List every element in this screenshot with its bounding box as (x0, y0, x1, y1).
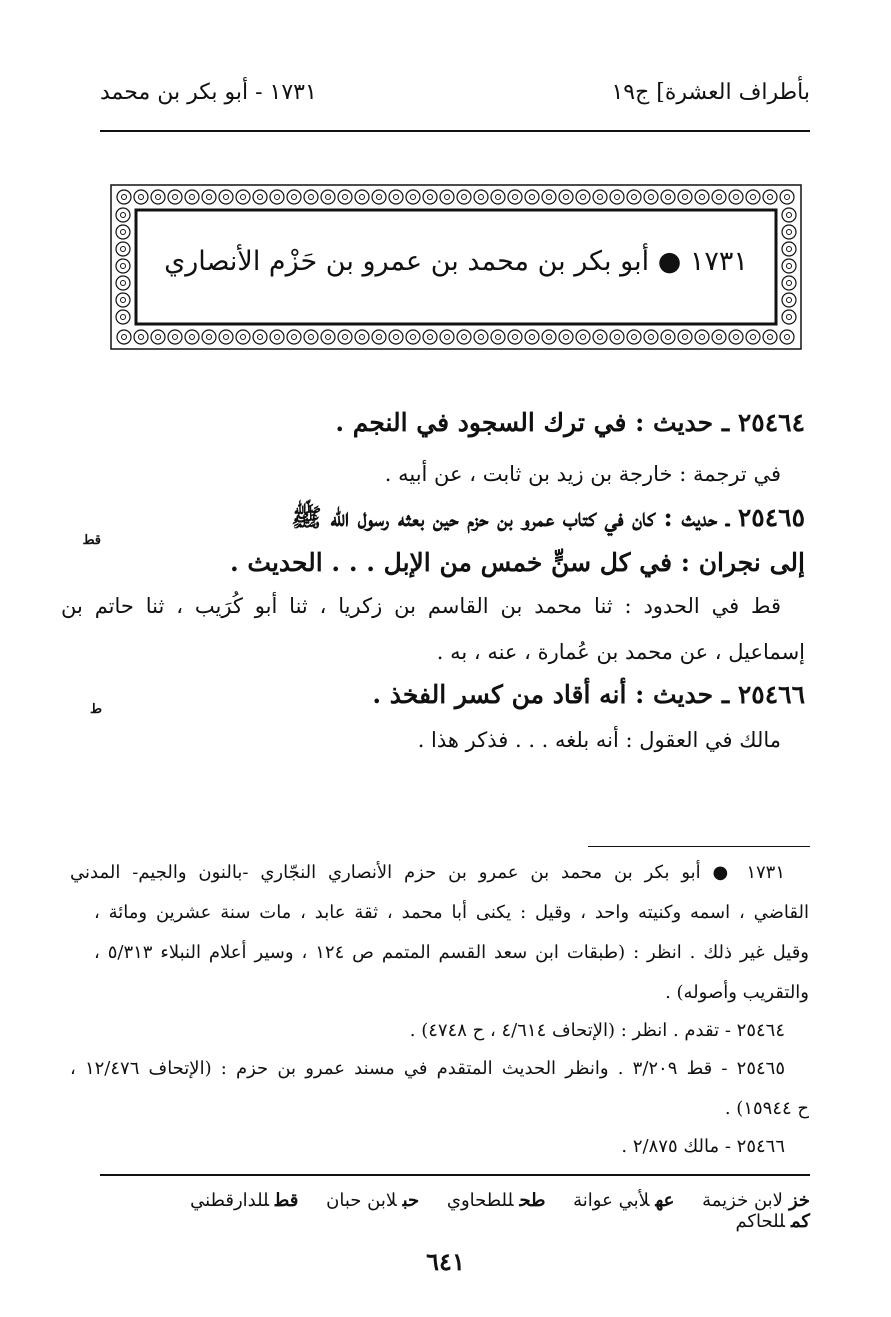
source-symbol-25465: قط (82, 533, 101, 548)
footnote-1731-line2: القاضي ، اسمه وكنيته واحد ، وقيل : يكنى أبا محمد ، ثقة عابد ، مات سنة عشرين ومائة ، (94, 902, 809, 923)
abbreviation-item: عهلأبي عوانة (573, 1190, 675, 1211)
abbreviation-item: كمللحاكم (735, 1211, 810, 1232)
abbreviation-item: خزلابن خزيمة (702, 1190, 810, 1211)
footnote-25465-line2: ح ١٥٩٤٤) . (724, 1098, 809, 1119)
header-book-title: بأطراف العشرة] ج١٩ (611, 80, 810, 105)
header-rule (100, 130, 810, 132)
footnote-25464: ٢٥٤٦٤ - تقدم . انظر : (الإتحاف ٤/٦١٤ ، ح ٤٧٤٨) . (409, 1020, 785, 1041)
hadith-heading-25465-line2: إلى نجران : في كل سنٍّ خمس من الإبل . . . الحديث . (229, 548, 805, 577)
footnote-25466: ٢٥٤٦٦ - مالك ٢/٨٧٥ . (621, 1136, 785, 1157)
header-section-title: ١٧٣١ - أبو بكر بن محمد (100, 80, 317, 105)
abbreviation-item: قطللدارقطني (190, 1190, 299, 1211)
page-number: ٦٤١ (426, 1247, 465, 1276)
footnote-1731-line1: ١٧٣١ ● أبو بكر بن محمد بن عمرو بن حزم الأنصاري النجّاري -بالنون والجيم- المدني (70, 862, 785, 883)
footnote-25465-line1: ٢٥٤٦٥ - قط ٣/٢٠٩ . وانظر الحديث المتقدم في مسند عمرو بن حزم : (الإتحاف ١٢/٤٧٦ ، (70, 1058, 785, 1079)
hadith-source-25466: مالك في العقول : أنه بلغه . . . فذكر هذا . (417, 728, 781, 752)
hadith-source-25464: في ترجمة : خارجة بن زيد بن ثابت ، عن أبيه . (384, 462, 781, 486)
footnote-rule (588, 846, 810, 847)
hadith-source-25465-line2: إسماعيل ، عن محمد بن عُمارة ، عنه ، به . (436, 640, 805, 664)
abbreviation-rule (100, 1174, 810, 1176)
source-symbol-25466: ط (89, 702, 102, 717)
hadith-source-25465-line1: قط في الحدود : ثنا محمد بن القاسم بن زكريا ، ثنا أبو كُرَيب ، ثنا حاتم بن (61, 594, 781, 618)
abbreviation-item: حبلابن حبان (326, 1190, 420, 1211)
footnote-1731-line4: والتقريب وأصوله) . (665, 982, 809, 1003)
hadith-heading-25466: ٢٥٤٦٦ ـ حديث : أنه أقاد من كسر الفخذ . (372, 680, 805, 709)
hadith-heading-25464: ٢٥٤٦٤ ـ حديث : في ترك السجود في النجم . (335, 408, 805, 437)
footnote-1731-line3: وقيل غير ذلك . انظر : (طبقات ابن سعد القسم المتمم ص ١٢٤ ، وسير أعلام النبلاء ٥/٣١٣ ، (94, 942, 809, 963)
abbreviations-legend (100, 1190, 810, 1232)
chapter-title-frame (110, 184, 802, 350)
running-header (100, 80, 810, 120)
chapter-title: ١٧٣١ ● أبو بكر بن محمد بن عمرو بن حَزْم الأنصاري (164, 246, 748, 277)
abbreviation-item: طحللطحاوي (446, 1190, 546, 1211)
hadith-heading-25465-line1: ٢٥٤٦٥ ـ حديث : كان في كتاب عمرو بن حزم حين بعثه رسول الله ﷺ (291, 503, 805, 532)
